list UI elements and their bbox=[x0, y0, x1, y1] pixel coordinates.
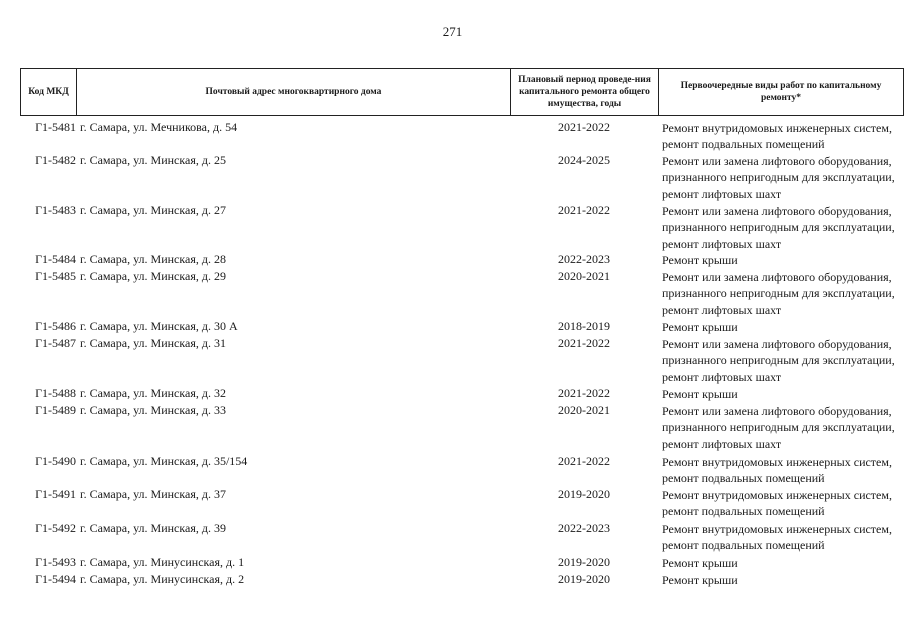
row-works-line: ремонт подвальных помещений bbox=[662, 137, 825, 152]
row-period: 2020-2021 bbox=[558, 403, 610, 417]
row-code: Г1-5484 bbox=[35, 252, 76, 266]
row-address: г. Самара, ул. Минская, д. 32 bbox=[80, 386, 226, 400]
row-works bbox=[662, 120, 904, 153]
row-code: Г1-5494 bbox=[35, 572, 76, 586]
row-period: 2021-2022 bbox=[558, 203, 610, 217]
row-code: Г1-5482 bbox=[35, 153, 76, 167]
row-period: 2024-2025 bbox=[558, 153, 610, 167]
row-works bbox=[662, 336, 904, 385]
row-works-line: ремонт лифтовых шахт bbox=[662, 236, 782, 251]
row-works bbox=[662, 319, 904, 335]
row-address: г. Самара, ул. Минская, д. 31 bbox=[80, 336, 226, 350]
row-period: 2021-2022 bbox=[558, 454, 610, 468]
header-code: Код МКД bbox=[21, 69, 77, 115]
row-code: Г1-5489 bbox=[35, 403, 76, 417]
row-works-line: Ремонт или замена лифтового оборудования, bbox=[662, 270, 892, 284]
row-works bbox=[662, 153, 904, 202]
row-code: Г1-5481 bbox=[35, 120, 76, 134]
row-period: 2022-2023 bbox=[558, 252, 610, 266]
row-address: г. Самара, ул. Минская, д. 30 А bbox=[80, 319, 238, 333]
row-code: Г1-5492 bbox=[35, 521, 76, 535]
row-address: г. Самара, ул. Минусинская, д. 1 bbox=[80, 555, 245, 569]
row-address: г. Самара, ул. Минская, д. 27 bbox=[80, 203, 226, 217]
page-number: 271 bbox=[442, 24, 463, 39]
row-works-line: Ремонт крыши bbox=[662, 253, 738, 267]
row-works-line: Ремонт крыши bbox=[662, 556, 738, 570]
row-code: Г1-5486 bbox=[35, 319, 76, 333]
row-works-line: Ремонт или замена лифтового оборудования, bbox=[662, 404, 892, 418]
row-works-line: Ремонт внутридомовых инженерных систем, bbox=[662, 455, 892, 469]
row-works bbox=[662, 487, 904, 520]
row-code: Г1-5487 bbox=[35, 336, 76, 350]
header-period: Плановый период проведе-ния капитального ремонта общего имущества, годы bbox=[511, 69, 659, 115]
row-period: 2019-2020 bbox=[558, 572, 610, 586]
row-period: 2021-2022 bbox=[558, 336, 610, 350]
row-code: Г1-5485 bbox=[35, 269, 76, 283]
row-works-line: признанного непригодным для эксплуатации, bbox=[662, 220, 895, 235]
row-code: Г1-5491 bbox=[35, 487, 76, 501]
row-address: г. Самара, ул. Минская, д. 39 bbox=[80, 521, 226, 535]
row-address: г. Самара, ул. Минская, д. 33 bbox=[80, 403, 226, 417]
header-address: Почтовый адрес многоквартирного дома bbox=[77, 69, 511, 115]
row-period: 2019-2020 bbox=[558, 555, 610, 569]
row-address: г. Самара, ул. Минская, д. 37 bbox=[80, 487, 226, 501]
row-works bbox=[662, 252, 904, 268]
row-works-line: ремонт подвальных помещений bbox=[662, 504, 825, 519]
row-works-line: ремонт лифтовых шахт bbox=[662, 186, 782, 201]
row-works-line: признанного непригодным для эксплуатации, bbox=[662, 286, 895, 301]
row-period: 2021-2022 bbox=[558, 120, 610, 134]
row-code: Г1-5483 bbox=[35, 203, 76, 217]
row-works bbox=[662, 203, 904, 252]
row-works-line: признанного непригодным для эксплуатации, bbox=[662, 353, 895, 368]
row-works-line: ремонт лифтовых шахт bbox=[662, 369, 782, 384]
row-works bbox=[662, 386, 904, 402]
row-works bbox=[662, 555, 904, 571]
row-address: г. Самара, ул. Минская, д. 25 bbox=[80, 153, 226, 167]
row-period: 2022-2023 bbox=[558, 521, 610, 535]
row-works-line: ремонт лифтовых шахт bbox=[662, 302, 782, 317]
table-header bbox=[20, 68, 904, 116]
row-period: 2019-2020 bbox=[558, 487, 610, 501]
row-address: г. Самара, ул. Минская, д. 28 bbox=[80, 252, 226, 266]
row-period: 2021-2022 bbox=[558, 386, 610, 400]
row-works-line: Ремонт внутридомовых инженерных систем, bbox=[662, 121, 892, 135]
row-works-line: Ремонт или замена лифтового оборудования, bbox=[662, 337, 892, 351]
row-works-line: ремонт подвальных помещений bbox=[662, 471, 825, 486]
row-address: г. Самара, ул. Минская, д. 29 bbox=[80, 269, 226, 283]
row-works-line: Ремонт крыши bbox=[662, 320, 738, 334]
row-works-line: ремонт лифтовых шахт bbox=[662, 436, 782, 451]
row-address: г. Самара, ул. Минусинская, д. 2 bbox=[80, 572, 245, 586]
row-works-line: ремонт подвальных помещений bbox=[662, 538, 825, 553]
row-period: 2018-2019 bbox=[558, 319, 610, 333]
row-works-line: Ремонт внутридомовых инженерных систем, bbox=[662, 522, 892, 536]
row-works-line: Ремонт или замена лифтового оборудования, bbox=[662, 154, 892, 168]
row-code: Г1-5488 bbox=[35, 386, 76, 400]
row-works-line: Ремонт крыши bbox=[662, 573, 738, 587]
row-works-line: признанного непригодным для эксплуатации, bbox=[662, 420, 895, 435]
row-works bbox=[662, 521, 904, 554]
row-works bbox=[662, 403, 904, 452]
row-period: 2020-2021 bbox=[558, 269, 610, 283]
header-works: Первоочередные виды работ по капитальному ремонту* bbox=[680, 81, 882, 103]
row-address: г. Самара, ул. Минская, д. 35/154 bbox=[80, 454, 248, 468]
row-address: г. Самара, ул. Мечникова, д. 54 bbox=[80, 120, 238, 134]
row-code: Г1-5493 bbox=[35, 555, 76, 569]
row-works-line: Ремонт внутридомовых инженерных систем, bbox=[662, 488, 892, 502]
row-works-line: Ремонт крыши bbox=[662, 387, 738, 401]
row-works bbox=[662, 454, 904, 487]
row-works bbox=[662, 269, 904, 318]
row-works-line: признанного непригодным для эксплуатации, bbox=[662, 170, 895, 185]
row-code: Г1-5490 bbox=[35, 454, 76, 468]
row-works bbox=[662, 572, 904, 588]
row-works-line: Ремонт или замена лифтового оборудования, bbox=[662, 204, 892, 218]
